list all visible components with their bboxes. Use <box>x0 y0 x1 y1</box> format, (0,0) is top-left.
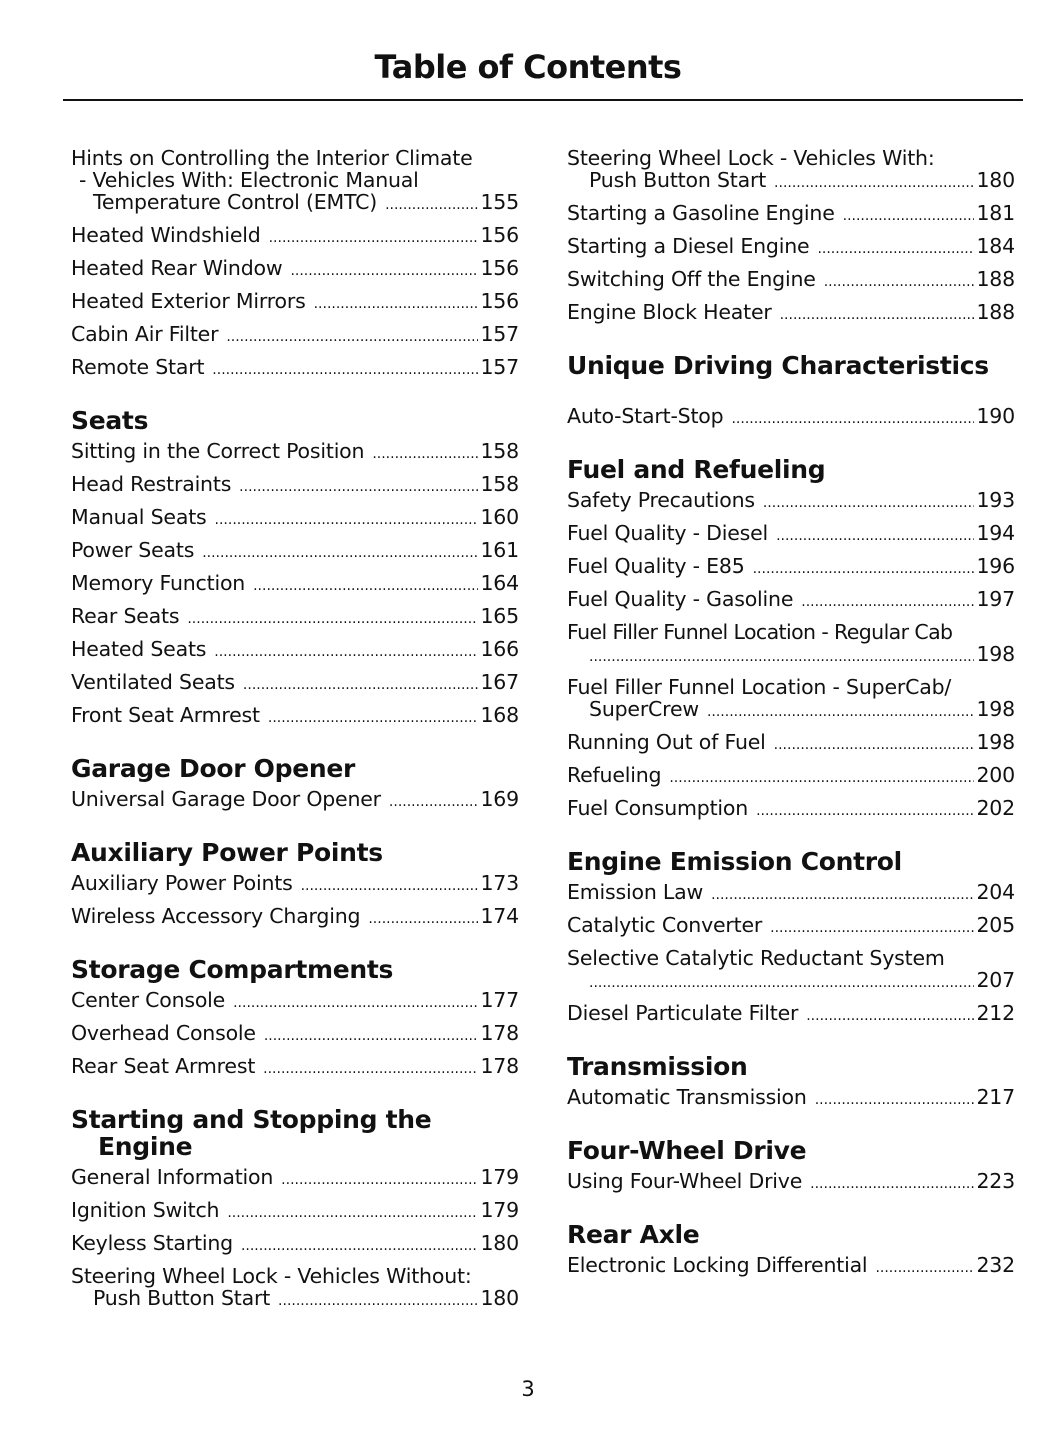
entry-text: Push Button Start <box>589 168 767 192</box>
leader-dots <box>774 731 975 756</box>
toc-entry[interactable] <box>71 323 519 348</box>
leader-dots <box>389 788 479 813</box>
entry-text: Manual Seats <box>71 505 207 529</box>
toc-entry[interactable] <box>71 671 519 696</box>
toc-entry[interactable] <box>567 914 1015 939</box>
page-number: 3 <box>521 1377 535 1401</box>
entry-text: Steering Wheel Lock - Vehicles Without: <box>71 1264 472 1288</box>
entry-text: Catalytic Converter <box>567 913 763 937</box>
entry-text: Remote Start <box>71 355 205 379</box>
leader-dots <box>875 1254 974 1279</box>
section-seats <box>71 407 519 729</box>
leader-dots <box>202 539 478 564</box>
section-climate <box>71 147 519 381</box>
entry-text: SuperCrew <box>589 697 699 721</box>
leader-dots <box>711 881 974 906</box>
heading-line: Starting and Stopping the <box>71 1105 432 1134</box>
leader-dots <box>756 797 974 822</box>
entry-page: 188 <box>976 267 1015 291</box>
toc-entry[interactable] <box>567 235 1015 260</box>
toc-entry[interactable] <box>567 731 1015 756</box>
entry-text: Diesel Particulate Filter <box>567 1001 799 1025</box>
entry-page: 177 <box>480 988 519 1012</box>
entry-page: 179 <box>480 1198 519 1222</box>
leader-dots <box>589 643 974 668</box>
entry-page: 204 <box>976 880 1015 904</box>
entry-page: 174 <box>480 904 519 928</box>
leader-dots <box>843 202 975 227</box>
section-emission <box>567 848 1015 1027</box>
entry-page: 198 <box>976 730 1015 754</box>
entry-page: 198 <box>976 642 1015 666</box>
entry-page: 207 <box>976 968 1015 992</box>
entry-page: 168 <box>480 703 519 727</box>
entry-page: 200 <box>976 763 1015 787</box>
leader-dots <box>278 1287 478 1312</box>
entry-page: 202 <box>976 796 1015 820</box>
leader-dots <box>268 704 479 729</box>
toc-entry[interactable] <box>567 147 1015 194</box>
toc-entry[interactable] <box>71 506 519 531</box>
entry-page: 232 <box>976 1253 1015 1277</box>
entry-text: Fuel Consumption <box>567 796 749 820</box>
section-four-wheel-drive <box>567 1137 1015 1195</box>
leader-dots <box>241 1232 479 1257</box>
entry-page: 156 <box>480 223 519 247</box>
entry-text: Sitting in the Correct Position <box>71 439 365 463</box>
section-heading: Rear Axle <box>567 1220 700 1249</box>
entry-text: - Vehicles With: Electronic Manual <box>79 168 419 192</box>
entry-page: 181 <box>976 201 1015 225</box>
leader-dots <box>810 1170 974 1195</box>
leader-dots <box>753 555 975 580</box>
entry-page: 165 <box>480 604 519 628</box>
leader-dots <box>243 671 479 696</box>
toc-entry[interactable] <box>567 1002 1015 1027</box>
entry-page: 156 <box>480 256 519 280</box>
entry-text: Fuel Quality - Diesel <box>567 521 769 545</box>
toc-entry[interactable] <box>567 1086 1015 1111</box>
entry-text: Hints on Controlling the Interior Climate <box>71 146 473 170</box>
leader-dots <box>263 1055 478 1080</box>
toc-entry[interactable] <box>71 1199 519 1224</box>
entry-text: Ignition Switch <box>71 1198 220 1222</box>
entry-text: Universal Garage Door Opener <box>71 787 381 811</box>
toc-entry[interactable] <box>567 268 1015 293</box>
toc-entry[interactable] <box>567 489 1015 514</box>
page-title: Table of Contents <box>374 48 682 86</box>
toc-entry[interactable] <box>71 356 519 381</box>
entry-text: Heated Rear Window <box>71 256 283 280</box>
entry-page: 158 <box>480 472 519 496</box>
leader-dots <box>815 1086 975 1111</box>
toc-entry[interactable] <box>567 1254 1015 1279</box>
entry-page: 190 <box>976 404 1015 428</box>
section-heading: Garage Door Opener <box>71 754 356 783</box>
toc-entry[interactable] <box>567 947 1015 994</box>
entry-page: 212 <box>976 1001 1015 1025</box>
section-fuel <box>567 456 1015 822</box>
toc-entry[interactable] <box>71 1166 519 1191</box>
leader-dots <box>780 301 975 326</box>
entry-page: 193 <box>976 488 1015 512</box>
entry-page: 160 <box>480 505 519 529</box>
leader-dots <box>806 1002 974 1027</box>
toc-entry[interactable] <box>567 881 1015 906</box>
section-heading: Four-Wheel Drive <box>567 1136 807 1165</box>
toc-entry[interactable] <box>71 788 519 813</box>
toc-entry[interactable] <box>567 797 1015 822</box>
entry-page: 158 <box>480 439 519 463</box>
leader-dots <box>187 605 478 630</box>
entry-page: 178 <box>480 1021 519 1045</box>
entry-text: Running Out of Fuel <box>567 730 766 754</box>
right-column <box>567 147 1015 1287</box>
leader-dots <box>669 764 974 789</box>
section-heading: Transmission <box>567 1052 748 1081</box>
section-unique-driving <box>567 352 1015 430</box>
leader-dots <box>227 1199 478 1224</box>
leader-dots <box>776 522 974 547</box>
entry-text: Cabin Air Filter <box>71 322 219 346</box>
entry-text: Heated Exterior Mirrors <box>71 289 306 313</box>
entry-page: 196 <box>976 554 1015 578</box>
entry-page: 180 <box>480 1231 519 1255</box>
leader-dots <box>239 473 478 498</box>
entry-text: Keyless Starting <box>71 1231 233 1255</box>
entry-text: Starting a Diesel Engine <box>567 234 810 258</box>
toc-entry[interactable] <box>71 1055 519 1080</box>
toc-entry[interactable] <box>71 440 519 465</box>
toc-entry[interactable] <box>71 605 519 630</box>
entry-text: Emission Law <box>567 880 704 904</box>
leader-dots <box>226 323 478 348</box>
entry-page: 223 <box>976 1169 1015 1193</box>
toc-entry[interactable] <box>567 555 1015 580</box>
leader-dots <box>290 257 478 282</box>
toc-entry[interactable] <box>567 522 1015 547</box>
leader-dots <box>774 169 974 194</box>
entry-page: 166 <box>480 637 519 661</box>
leader-dots <box>372 440 478 465</box>
leader-dots <box>589 969 974 994</box>
entry-page: 173 <box>480 871 519 895</box>
toc-entry[interactable] <box>71 638 519 663</box>
entry-page: 156 <box>480 289 519 313</box>
entry-page: 179 <box>480 1165 519 1189</box>
entry-page: 198 <box>976 697 1015 721</box>
entry-text: Heated Windshield <box>71 223 261 247</box>
section-heading <box>71 1106 519 1160</box>
entry-page: 164 <box>480 571 519 595</box>
entry-text: Starting a Gasoline Engine <box>567 201 835 225</box>
section-steering-lock <box>567 147 1015 326</box>
toc-entry[interactable] <box>71 989 519 1014</box>
section-starting <box>71 1106 519 1312</box>
entry-page: 167 <box>480 670 519 694</box>
entry-page: 157 <box>480 355 519 379</box>
entry-page: 178 <box>480 1054 519 1078</box>
left-column <box>71 147 519 1320</box>
leader-dots <box>763 489 975 514</box>
entry-text: General Information <box>71 1165 274 1189</box>
entry-text: Selective Catalytic Reductant System <box>567 946 945 970</box>
toc-entry[interactable] <box>71 539 519 564</box>
toc-entry[interactable] <box>71 872 519 897</box>
section-heading: Engine Emission Control <box>567 847 902 876</box>
toc-entry[interactable] <box>71 1265 519 1312</box>
toc-entry[interactable] <box>567 676 1015 723</box>
entry-page: 157 <box>480 322 519 346</box>
entry-text: Fuel Filler Funnel Location - Regular Cab <box>567 620 953 644</box>
entry-text: Engine Block Heater <box>567 300 772 324</box>
leader-dots <box>212 356 478 381</box>
entry-text: Heated Seats <box>71 637 207 661</box>
leader-dots <box>707 698 975 723</box>
entry-text: Memory Function <box>71 571 246 595</box>
entry-page: 169 <box>480 787 519 811</box>
toc-entry[interactable] <box>71 147 519 216</box>
section-heading: Unique Driving Characteristics <box>567 351 989 380</box>
entry-text: Auxiliary Power Points <box>71 871 293 895</box>
section-rear-axle <box>567 1221 1015 1279</box>
entry-text: Safety Precautions <box>567 488 755 512</box>
entry-text: Switching Off the Engine <box>567 267 816 291</box>
entry-page: 180 <box>976 168 1015 192</box>
entry-text: Rear Seats <box>71 604 180 628</box>
leader-dots <box>214 638 478 663</box>
entry-text: Ventilated Seats <box>71 670 235 694</box>
entry-text: Rear Seat Armrest <box>71 1054 256 1078</box>
section-garage <box>71 755 519 813</box>
toc-entry[interactable] <box>567 588 1015 613</box>
entry-text: Wireless Accessory Charging <box>71 904 361 928</box>
entry-page: 197 <box>976 587 1015 611</box>
entry-page: 188 <box>976 300 1015 324</box>
entry-text: Front Seat Armrest <box>71 703 260 727</box>
entry-text: Automatic Transmission <box>567 1085 807 1109</box>
section-transmission <box>567 1053 1015 1111</box>
toc-entry[interactable] <box>567 764 1015 789</box>
entry-page: 194 <box>976 521 1015 545</box>
toc-entry[interactable] <box>71 1232 519 1257</box>
entry-text: Temperature Control (EMTC) <box>93 190 378 214</box>
leader-dots <box>770 914 974 939</box>
entry-page: 180 <box>480 1286 519 1310</box>
section-heading: Storage Compartments <box>71 955 394 984</box>
entry-text: Using Four-Wheel Drive <box>567 1169 803 1193</box>
entry-page: 217 <box>976 1085 1015 1109</box>
leader-dots <box>269 224 479 249</box>
toc-entry[interactable] <box>567 301 1015 326</box>
leader-dots <box>281 1166 478 1191</box>
entry-text: Center Console <box>71 988 226 1012</box>
entry-page: 155 <box>480 190 519 214</box>
entry-text: Push Button Start <box>93 1286 271 1310</box>
entry-text: Fuel Quality - E85 <box>567 554 745 578</box>
entry-text: Head Restraints <box>71 472 232 496</box>
toc-entry[interactable] <box>71 224 519 249</box>
leader-dots <box>731 405 974 430</box>
toc-entry[interactable] <box>567 202 1015 227</box>
leader-dots <box>314 290 479 315</box>
toc-entry[interactable] <box>71 1022 519 1047</box>
section-heading: Fuel and Refueling <box>567 455 826 484</box>
title-divider <box>63 99 1023 101</box>
heading-line: Engine <box>98 1132 193 1161</box>
leader-dots <box>215 506 479 531</box>
entry-page: 184 <box>976 234 1015 258</box>
toc-entry[interactable] <box>71 473 519 498</box>
toc-entry[interactable] <box>71 572 519 597</box>
entry-text: Refueling <box>567 763 662 787</box>
toc-entry[interactable] <box>71 290 519 315</box>
leader-dots <box>817 235 974 260</box>
entry-page: 161 <box>480 538 519 562</box>
entry-text: Electronic Locking Differential <box>567 1253 868 1277</box>
entry-text: Fuel Quality - Gasoline <box>567 587 794 611</box>
leader-dots <box>233 989 478 1014</box>
toc-entry[interactable] <box>567 621 1015 668</box>
section-auxiliary <box>71 839 519 930</box>
entry-page: 205 <box>976 913 1015 937</box>
leader-dots <box>368 905 478 930</box>
leader-dots <box>385 191 478 216</box>
leader-dots <box>264 1022 479 1047</box>
toc-entry[interactable] <box>567 1170 1015 1195</box>
entry-text: Overhead Console <box>71 1021 256 1045</box>
entry-text: Fuel Filler Funnel Location - SuperCab/ <box>567 675 952 699</box>
entry-text: Steering Wheel Lock - Vehicles With: <box>567 146 935 170</box>
section-heading: Auxiliary Power Points <box>71 838 383 867</box>
toc-entry[interactable] <box>71 905 519 930</box>
leader-dots <box>801 588 974 613</box>
entry-text: Power Seats <box>71 538 195 562</box>
entry-text: Auto-Start-Stop <box>567 404 724 428</box>
leader-dots <box>253 572 478 597</box>
toc-entry[interactable] <box>71 704 519 729</box>
toc-entry[interactable] <box>71 257 519 282</box>
section-storage <box>71 956 519 1080</box>
leader-dots <box>824 268 975 293</box>
leader-dots <box>301 872 479 897</box>
section-heading: Seats <box>71 406 149 435</box>
toc-entry[interactable] <box>567 405 1015 430</box>
